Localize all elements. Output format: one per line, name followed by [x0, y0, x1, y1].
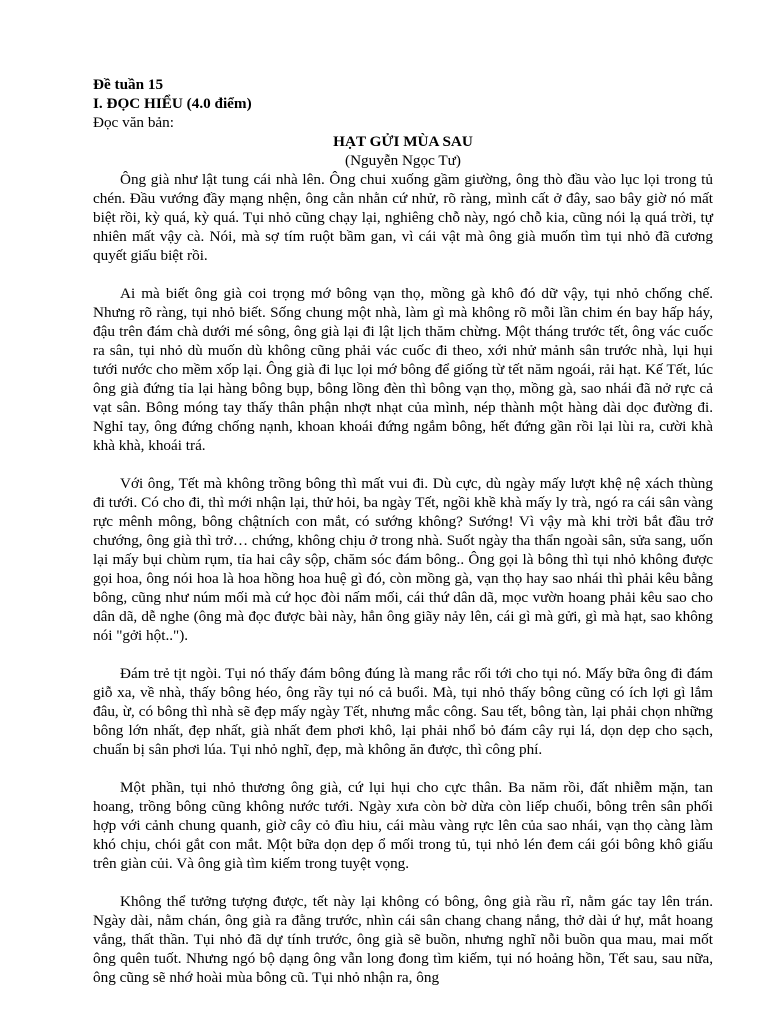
story-author: (Nguyễn Ngọc Tư)	[345, 152, 461, 169]
paragraph: Đám trẻ tịt ngòi. Tụi nó thấy đám bông đúng là mang rắc rối tới cho tụi nó. Mấy bữa ông đi đám giỗ xa, về nhà, thấy bông héo, ông rầy tụi nó cả buổi. Mà, tụi nhỏ thấy bông cũng có ích lợi gì lắm đâu, ừ, có bông thì nhà sẽ đẹp mấy ngày Tết, nhưng mắc công. Sau tết, bông tàn, lại phải chọn những bông lớn nhất, đẹp nhất, già nhất đem phơi khô, lại phải nhổ bỏ đám cây rụi lá, dọn dẹp cho sạch, chuẩn bị sân phơi lúa. Tụi nhỏ nghĩ, đẹp, mà không ăn được, thì công phí.	[93, 665, 713, 758]
paragraph: Một phần, tụi nhỏ thương ông già, cứ lụi hụi cho cực thân. Ba năm rồi, đất nhiễm mặn, tan hoang, trồng bông cũng không nước tưới. Ngày xưa còn bờ dừa còn liếp chuối, bông trên sân phối hợp với cảnh chung quanh, giờ cây cỏ đìu hiu, cái màu vàng rực lên của sao nhái, vạn thọ càng làm khó chịu, chói gắt con mắt. Một bữa dọn dẹp ổ mối trong tủ, tụi nhỏ lén đem cái gói bông khô giấu trên giàn củi. Và ông già tìm kiếm trong tuyệt vọng.	[93, 779, 713, 872]
document-page	[93, 75, 713, 1006]
week-heading: Đề tuần 15	[93, 76, 164, 93]
paragraph: Ông già như lật tung cái nhà lên. Ông chui xuống gầm giường, ông thò đầu vào lục lọi trong tủ chén. Đầu vướng đầy mạng nhện, ông cằn nhằn cứ nhử, rõ ràng, mình cất ở đây, sao bây giờ nó mất biệt rồi, kỳ quá, kỳ quá. Tụi nhỏ cũng chạy lại, nghiêng chỗ này, ngó chỗ kia, cũng nói lạ quá trời, tự nhiên mất vậy cà. Nói, mà sợ tím ruột bầm gan, vì cái vật mà ông già muốn tìm tụi nhỏ đã cương quyết giấu biệt rồi.	[93, 171, 713, 264]
instruction-text: Đọc văn bản:	[93, 114, 174, 131]
paragraph: Ai mà biết ông già coi trọng mớ bông vạn thọ, mồng gà khô đó dữ vậy, tụi nhỏ chống chế. Nhưng rõ ràng, tụi nhỏ biết. Sống chung một nhà, làm gì mà không rõ mỗi lần chim én bay hấp háy, đậu trên đám chà dưới mé sông, ông già lại đi lật lịch thăm chừng. Một tháng trước tết, ông vác cuốc ra sân, tụi nhỏ dù muốn dù không cũng phải vác cuốc đi theo, xới nhử mảnh sân trước nhà, lụi hụi tưới nước cho mềm xốp lại. Ông già đi lục lọi mớ bông để giống từ tết năm ngoái, rải hạt. Kế Tết, lúc ông già đứng tỉa lại hàng bông bụp, bông lồng đèn thì bông vạn thọ, mồng gà, sao nhái đã nở rực cả vạt sân. Bông móng tay thấy thân phận nhợt nhạt của mình, nép thành một hàng dài dọc đường đi. Nghỉ tay, ông đứng chống nạnh, khoan khoái đứng ngắm bông, hết đứng gần rồi lại lùi ra, cười khà khà khà, khoái trá.	[93, 285, 713, 454]
paragraph: Với ông, Tết mà không trồng bông thì mất vui đi. Dù cực, dù ngày mấy lượt khệ nệ xách thùng đi tưới. Có cho đi, thì mới nhận lại, thử hỏi, ba ngày Tết, ngồi khề khà mấy ly trà, ngó ra cái sân vàng rực mênh mông, bông chậtních con mắt, có sướng không? Sướng! Vì vậy mà khi trời bắt đầu trở chướng, ông già thì trở… chứng, không chịu ở trong nhà. Suốt ngày tha thẩn ngoài sân, sửa sang, uốn lại mấy bụi chùm rụm, tỉa hai cây sộp, chăm sóc đám bông.. Ông gọi là bông thì tụi nhỏ không được gọi hoa, ông nói hoa là hoa hồng hoa huệ gì đó, còn mồng gà, vạn thọ hay sao nhái thì phải kêu bằng bông, cũng như núm mối mà cứ học đòi nấm mối, cái thứ dân dã, mọc vườn hoang phải kêu sao cho dân dã, dễ nghe (ông mà đọc được bài này, hẳn ông giãy nảy lên, cái gì mà gửi, gì mà hạt, sao không nói "gởi hột..").	[93, 475, 713, 644]
paragraph: Không thể tưởng tượng được, tết này lại không có bông, ông già rầu rĩ, nằm gác tay lên trán. Ngày dài, nằm chán, ông già ra đằng trước, nhìn cái sân chang chang nắng, thở dài ứ hự, mắt hoang vắng, thất thần. Tụi nhỏ đã dự tính trước, ông già sẽ buồn, nhưng nghĩ nỗi buồn qua mau, mai mốt ông quên tuốt. Nhưng ngó bộ dạng ông vẫn long đong tìm kiếm, tụi nó hoảng hồn, Tết sau, sau nữa, ông cũng sẽ nhớ hoài mùa bông cũ. Tụi nhỏ nhận ra, ông	[93, 893, 713, 986]
section-heading: I. ĐỌC HIỂU (4.0 điểm)	[93, 95, 252, 112]
story-title: HẠT GỬI MÙA SAU	[333, 133, 473, 150]
